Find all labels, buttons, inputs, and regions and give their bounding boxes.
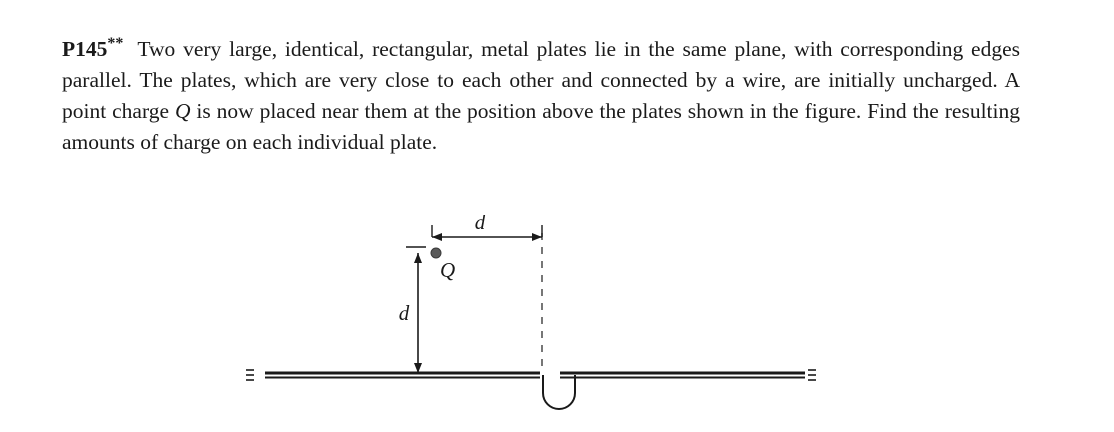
problem-figure <box>240 215 860 420</box>
problem-difficulty-stars: ** <box>107 34 124 52</box>
horizontal-distance-label: d <box>474 215 486 234</box>
right-plate <box>560 373 805 378</box>
left-plate <box>265 373 540 378</box>
right-edge-hatch-icon <box>808 370 816 380</box>
horizontal-dimension <box>432 225 542 241</box>
left-edge-hatch-icon <box>246 370 254 380</box>
problem-number: P145 <box>62 36 108 61</box>
charge-label: Q <box>440 258 456 282</box>
vertical-distance-label: d <box>398 301 410 325</box>
connecting-wire <box>543 375 575 409</box>
point-charge-dot <box>431 248 441 258</box>
vertical-dimension <box>408 253 430 373</box>
problem-body-text: Two very large, identical, rectangular, metal plates lie in the same plane, with corresponding edges parallel. The plates, which are very close to each other and connected by a wire, are initially uncharged. A point charge Q is now placed near them at the position above the plates shown in the figure. Find the resulting amounts of charge on each individual plate. <box>62 36 1020 154</box>
problem-paragraph <box>62 28 1020 158</box>
